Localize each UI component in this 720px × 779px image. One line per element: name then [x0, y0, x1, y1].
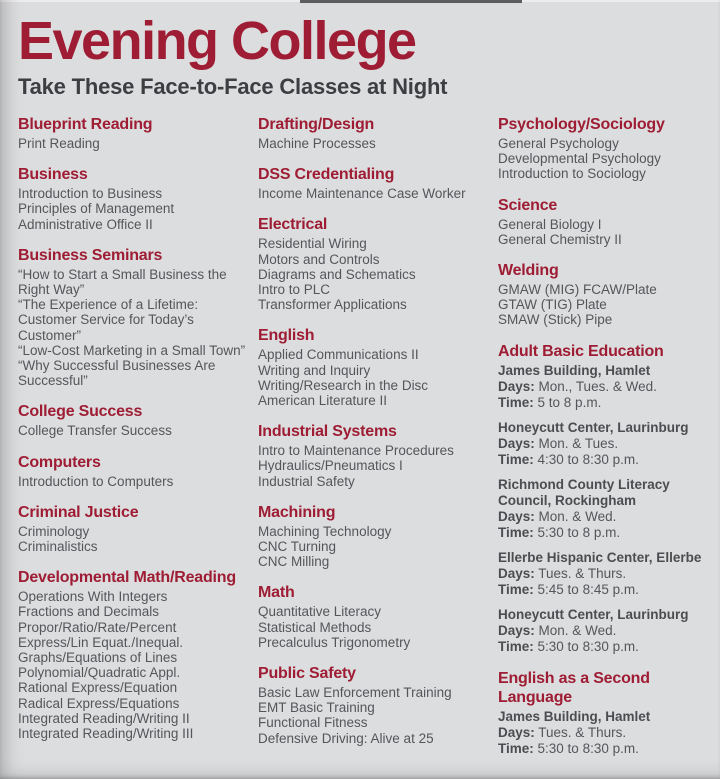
course-item: Statistical Methods [258, 619, 372, 635]
course-item: Introduction to Business [18, 186, 163, 202]
time-line [498, 452, 704, 468]
course-item: Applied Communications II [258, 347, 419, 363]
course-section [498, 261, 712, 328]
page-title: Evening College [18, 11, 416, 71]
course-item: Functional Fitness [258, 715, 368, 731]
days-label: Days: [498, 508, 535, 524]
course-item: Defensive Driving: Alive at 25 [258, 730, 434, 746]
column-3 [498, 115, 712, 771]
days-label: Days: [498, 622, 535, 638]
course-item: Intro to Maintenance Procedures [258, 443, 454, 459]
time-line [498, 525, 704, 541]
course-item: Machine Processes [258, 136, 376, 151]
course-item: Criminology [18, 523, 90, 539]
course-item: Integrated Reading/Writing II [18, 710, 190, 726]
course-section [18, 568, 258, 741]
location-name: James Building, Hamlet [498, 362, 651, 378]
section-heading: English as a Second Language [498, 669, 650, 706]
time-label: Time: [498, 394, 534, 410]
section-heading: Blueprint Reading [18, 116, 153, 133]
course-item: Intro to PLC [258, 282, 331, 298]
course-item: GTAW (TIG) Plate [498, 297, 607, 313]
location-block [498, 607, 704, 655]
location-block [498, 477, 704, 541]
course-item: Express/Lin Equat./Inequal. [18, 634, 184, 650]
time-label: Time: [498, 524, 534, 540]
course-item: GMAW (MIG) FCAW/Plate [498, 282, 657, 298]
course-item: Introduction to Sociology [498, 166, 646, 182]
course-item: CNC Milling [258, 554, 330, 570]
days-line [498, 436, 704, 452]
course-item: Administrative Office II [18, 216, 153, 232]
course-item: Propor/Ratio/Rate/Percent [18, 619, 177, 635]
time-label: Time: [498, 581, 534, 597]
days-value: Mon. & Tues. [538, 435, 619, 451]
time-label: Time: [498, 740, 534, 756]
course-item: Developmental Psychology [498, 151, 661, 167]
location-name: Honeycutt Center, Laurinburg [498, 419, 689, 435]
days-value: Mon., Tues. & Wed. [538, 378, 657, 394]
course-item: Basic Law Enforcement Training [258, 685, 452, 701]
course-section [258, 326, 498, 408]
course-item: General Biology I [498, 216, 602, 232]
course-section [258, 664, 498, 746]
course-item: Hydraulics/Pneumatics I [258, 458, 403, 474]
days-value: Mon. & Wed. [538, 508, 617, 524]
time-value: 4:30 to 8:30 p.m. [537, 451, 639, 467]
days-line [498, 623, 704, 639]
course-item: Machining Technology [258, 523, 392, 539]
location-name: Richmond County Literacy Council, Rockingham [498, 476, 670, 508]
days-line [498, 509, 704, 525]
course-section [18, 246, 258, 389]
days-label: Days: [498, 724, 535, 740]
section-heading: Developmental Math/Reading [18, 569, 236, 587]
location-name: Ellerbe Hispanic Center, Ellerbe [498, 549, 702, 565]
section-heading: Business Seminars [18, 246, 163, 264]
course-section [498, 115, 712, 182]
course-item: Fractions and Decimals [18, 604, 160, 620]
section-heading: Computers [18, 453, 101, 471]
days-label: Days: [498, 435, 535, 451]
section-heading: Industrial Systems [258, 423, 397, 441]
course-section [18, 503, 258, 554]
course-item: Print Reading [18, 136, 100, 151]
section-heading: Drafting/Design [258, 116, 375, 133]
course-item: Transformer Applications [258, 297, 407, 313]
course-section [258, 115, 498, 151]
course-item: General Psychology [498, 136, 619, 151]
course-section [498, 342, 712, 655]
page-subtitle: Take These Face-to-Face Classes at Night [18, 74, 448, 99]
time-line [498, 741, 704, 757]
course-item: Rational Express/Equation [18, 680, 178, 696]
time-value: 5:30 to 8:30 p.m. [537, 740, 639, 756]
course-section [18, 453, 258, 489]
days-line [498, 379, 704, 395]
time-value: 5 to 8 p.m. [537, 394, 602, 410]
course-section [258, 583, 498, 650]
column-1 [18, 115, 258, 771]
days-value: Mon. & Wed. [538, 622, 617, 638]
course-section [258, 422, 498, 489]
course-section [498, 196, 712, 247]
course-item: Diagrams and Schematics [258, 266, 416, 282]
section-heading: Adult Basic Education [498, 342, 664, 360]
course-item: Income Maintenance Case Worker [258, 186, 466, 202]
section-heading: Math [258, 584, 295, 602]
section-heading: College Success [18, 403, 143, 421]
days-value: Tues. & Thurs. [538, 724, 627, 740]
days-line [498, 566, 704, 582]
course-item: Integrated Reading/Writing III [18, 726, 194, 742]
section-heading: Business [18, 166, 88, 184]
course-item: Residential Wiring [258, 236, 367, 252]
location-block [498, 709, 704, 757]
time-value: 5:30 to 8:30 p.m. [537, 638, 639, 654]
course-item: Quantitative Literacy [258, 604, 382, 620]
section-heading: Machining [258, 503, 336, 521]
course-item: “How to Start a Small Business the Right Way” [18, 266, 227, 298]
days-label: Days: [498, 378, 535, 394]
course-item: EMT Basic Training [258, 700, 375, 716]
time-value: 5:30 to 8 p.m. [537, 524, 621, 540]
time-label: Time: [498, 638, 534, 654]
course-section [498, 669, 712, 757]
location-block [498, 550, 704, 598]
column-2 [258, 115, 498, 771]
course-item: “The Experience of a Lifetime: Customer Service for Today’s Customer” [18, 297, 199, 343]
course-columns [18, 115, 712, 771]
section-heading: Public Safety [258, 665, 356, 683]
course-item: Writing/Research in the Disc [258, 377, 429, 393]
days-value: Tues. & Thurs. [538, 565, 627, 581]
course-item: “Why Successful Businesses Are Successful” [18, 358, 216, 389]
course-section [258, 215, 498, 312]
flyer-header [18, 8, 712, 100]
time-value: 5:45 to 8:45 p.m. [537, 581, 639, 597]
section-heading: DSS Credentialing [258, 166, 395, 184]
course-section [258, 503, 498, 570]
time-line [498, 639, 704, 655]
days-label: Days: [498, 565, 535, 581]
course-item: Radical Express/Equations [18, 695, 180, 711]
location-block [498, 420, 704, 468]
section-heading: Welding [498, 262, 559, 280]
course-item: Graphs/Equations of Lines [18, 650, 178, 666]
section-heading: English [258, 327, 315, 345]
course-section [18, 402, 258, 438]
course-item: Polynomial/Quadratic Appl. [18, 665, 181, 681]
section-heading: Electrical [258, 216, 328, 234]
course-item: American Literature II [258, 393, 388, 409]
time-line [498, 395, 704, 411]
course-item: General Chemistry II [498, 231, 622, 247]
course-item: Writing and Inquiry [258, 362, 371, 378]
section-heading: Criminal Justice [18, 503, 139, 521]
course-section [258, 165, 498, 201]
course-item: Precalculus Trigonometry [258, 634, 411, 650]
location-name: Honeycutt Center, Laurinburg [498, 606, 689, 622]
course-item: Criminalistics [18, 539, 98, 555]
time-label: Time: [498, 451, 534, 467]
course-item: “Low-Cost Marketing in a Small Town” [18, 342, 246, 358]
section-heading: Psychology/Sociology [498, 116, 665, 133]
days-line [498, 725, 704, 741]
course-item: Operations With Integers [18, 589, 168, 605]
course-item: Industrial Safety [258, 473, 355, 489]
course-section [18, 165, 258, 232]
course-item: Motors and Controls [258, 251, 380, 267]
course-item: College Transfer Success [18, 423, 172, 439]
section-heading: Science [498, 196, 558, 214]
course-item: CNC Turning [258, 539, 337, 555]
course-item: Principles of Management [18, 201, 175, 217]
location-block [498, 363, 704, 411]
course-item: Introduction to Computers [18, 473, 174, 489]
course-item: SMAW (Stick) Pipe [498, 312, 613, 328]
time-line [498, 582, 704, 598]
course-section [18, 115, 258, 151]
location-name: James Building, Hamlet [498, 708, 651, 724]
top-edge-artifact [300, 0, 522, 3]
